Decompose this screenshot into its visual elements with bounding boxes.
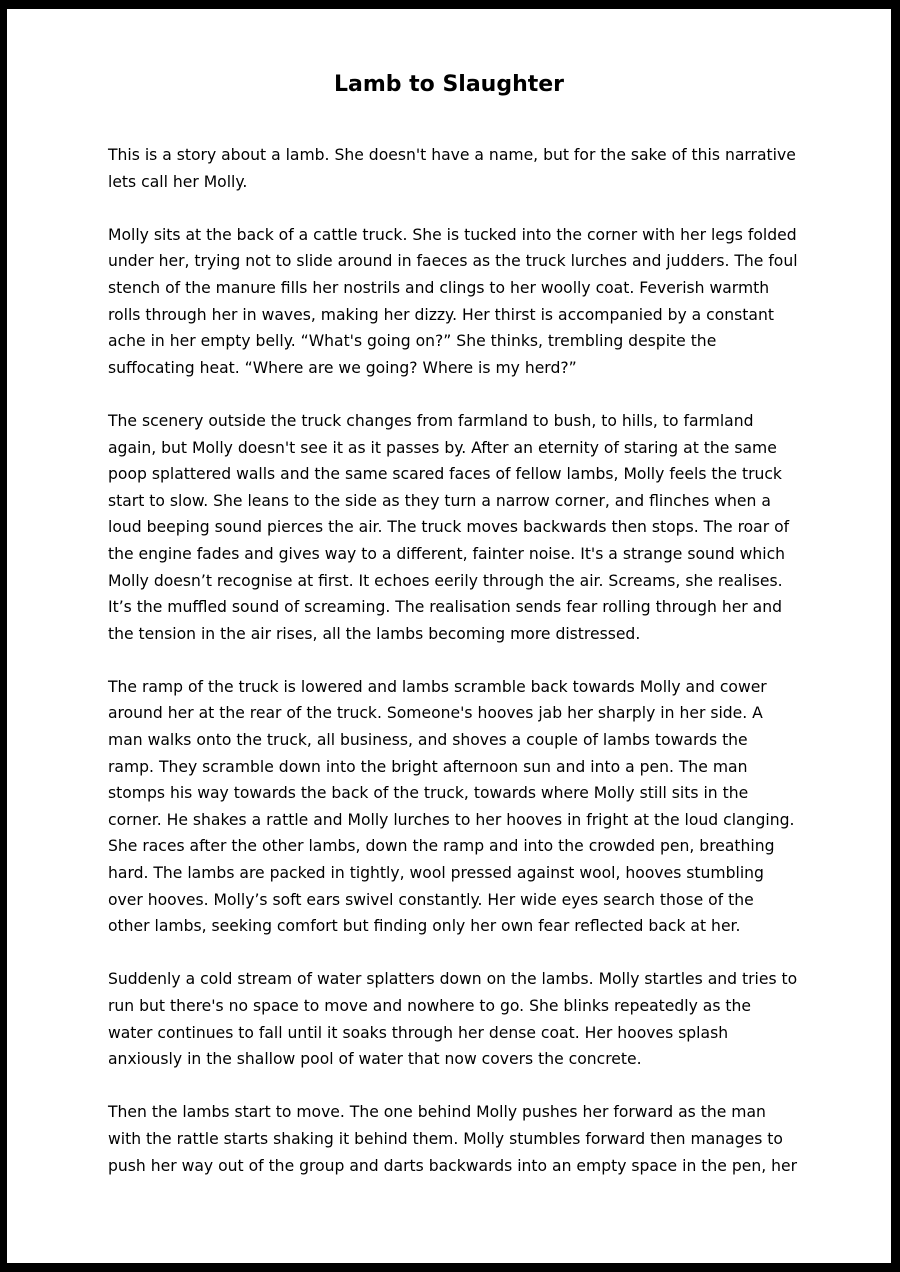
paragraph: Molly sits at the back of a cattle truck. She is tucked into the corner with her legs folded under her, trying not to slide around in faeces as the truck lurches and judders. The foul stench of the manure fills her nostrils and clings to her woolly coat. Feverish warmth rolls through her in waves, making her dizzy. Her thirst is accompanied by a constant ache in her empty belly. “What's going on?” She thinks, trembling despite the suffocating heat. “Where are we going? Where is my herd?” — [108, 225, 798, 377]
paragraph: Suddenly a cold stream of water splatters down on the lambs. Molly startles and tries to run but there's no space to move and nowhere to go. She blinks repeatedly as the water continues to fall until it soaks through her dense coat. Her hooves splash anxiously in the shallow pool of water that now covers the concrete. — [108, 970, 798, 1069]
document-body — [108, 142, 798, 1206]
paragraph: The ramp of the truck is lowered and lambs scramble back towards Molly and cower around her at the rear of the truck. Someone's hooves jab her sharply in her side. A man walks onto the truck, all business, and shoves a couple of lambs towards the ramp. They scramble down into the bright afternoon sun and into a pen. The man stomps his way towards the back of the truck, towards where Molly still sits in the corner. He shakes a rattle and Molly lurches to her hooves in fright at the loud clanging. She races after the other lambs, down the ramp and into the crowded pen, breathing hard. The lambs are packed in tightly, wool pressed against wool, hooves stumbling over hooves. Molly’s soft ears swivel constantly. Her wide eyes search those of the other lambs, seeking comfort but finding only her own fear reflected back at her. — [108, 677, 795, 936]
paragraph: This is a story about a lamb. She doesn't have a name, but for the sake of this narrative lets call her Molly. — [108, 146, 796, 191]
document-page — [7, 9, 891, 1263]
document-title: Lamb to Slaughter — [333, 72, 565, 97]
paragraph: Then the lambs start to move. The one behind Molly pushes her forward as the man with the rattle starts shaking it behind them. Molly stumbles forward then manages to push her way out of the group and darts backwards into an empty space in the pen, her — [108, 1103, 798, 1175]
paragraph: The scenery outside the truck changes from farmland to bush, to hills, to farmland again, but Molly doesn't see it as it passes by. After an eternity of staring at the same poop splattered walls and the same scared faces of fellow lambs, Molly feels the truck start to slow. She leans to the side as they turn a narrow corner, and flinches when a loud beeping sound pierces the air. The truck moves backwards then stops. The roar of the engine fades and gives way to a different, fainter noise. It's a strange sound which Molly doesn’t recognise at first. It echoes eerily through the air. Screams, she realises. It’s the muffled sound of screaming. The realisation sends fear rolling through her and the tension in the air rises, all the lambs becoming more distressed. — [108, 411, 790, 643]
